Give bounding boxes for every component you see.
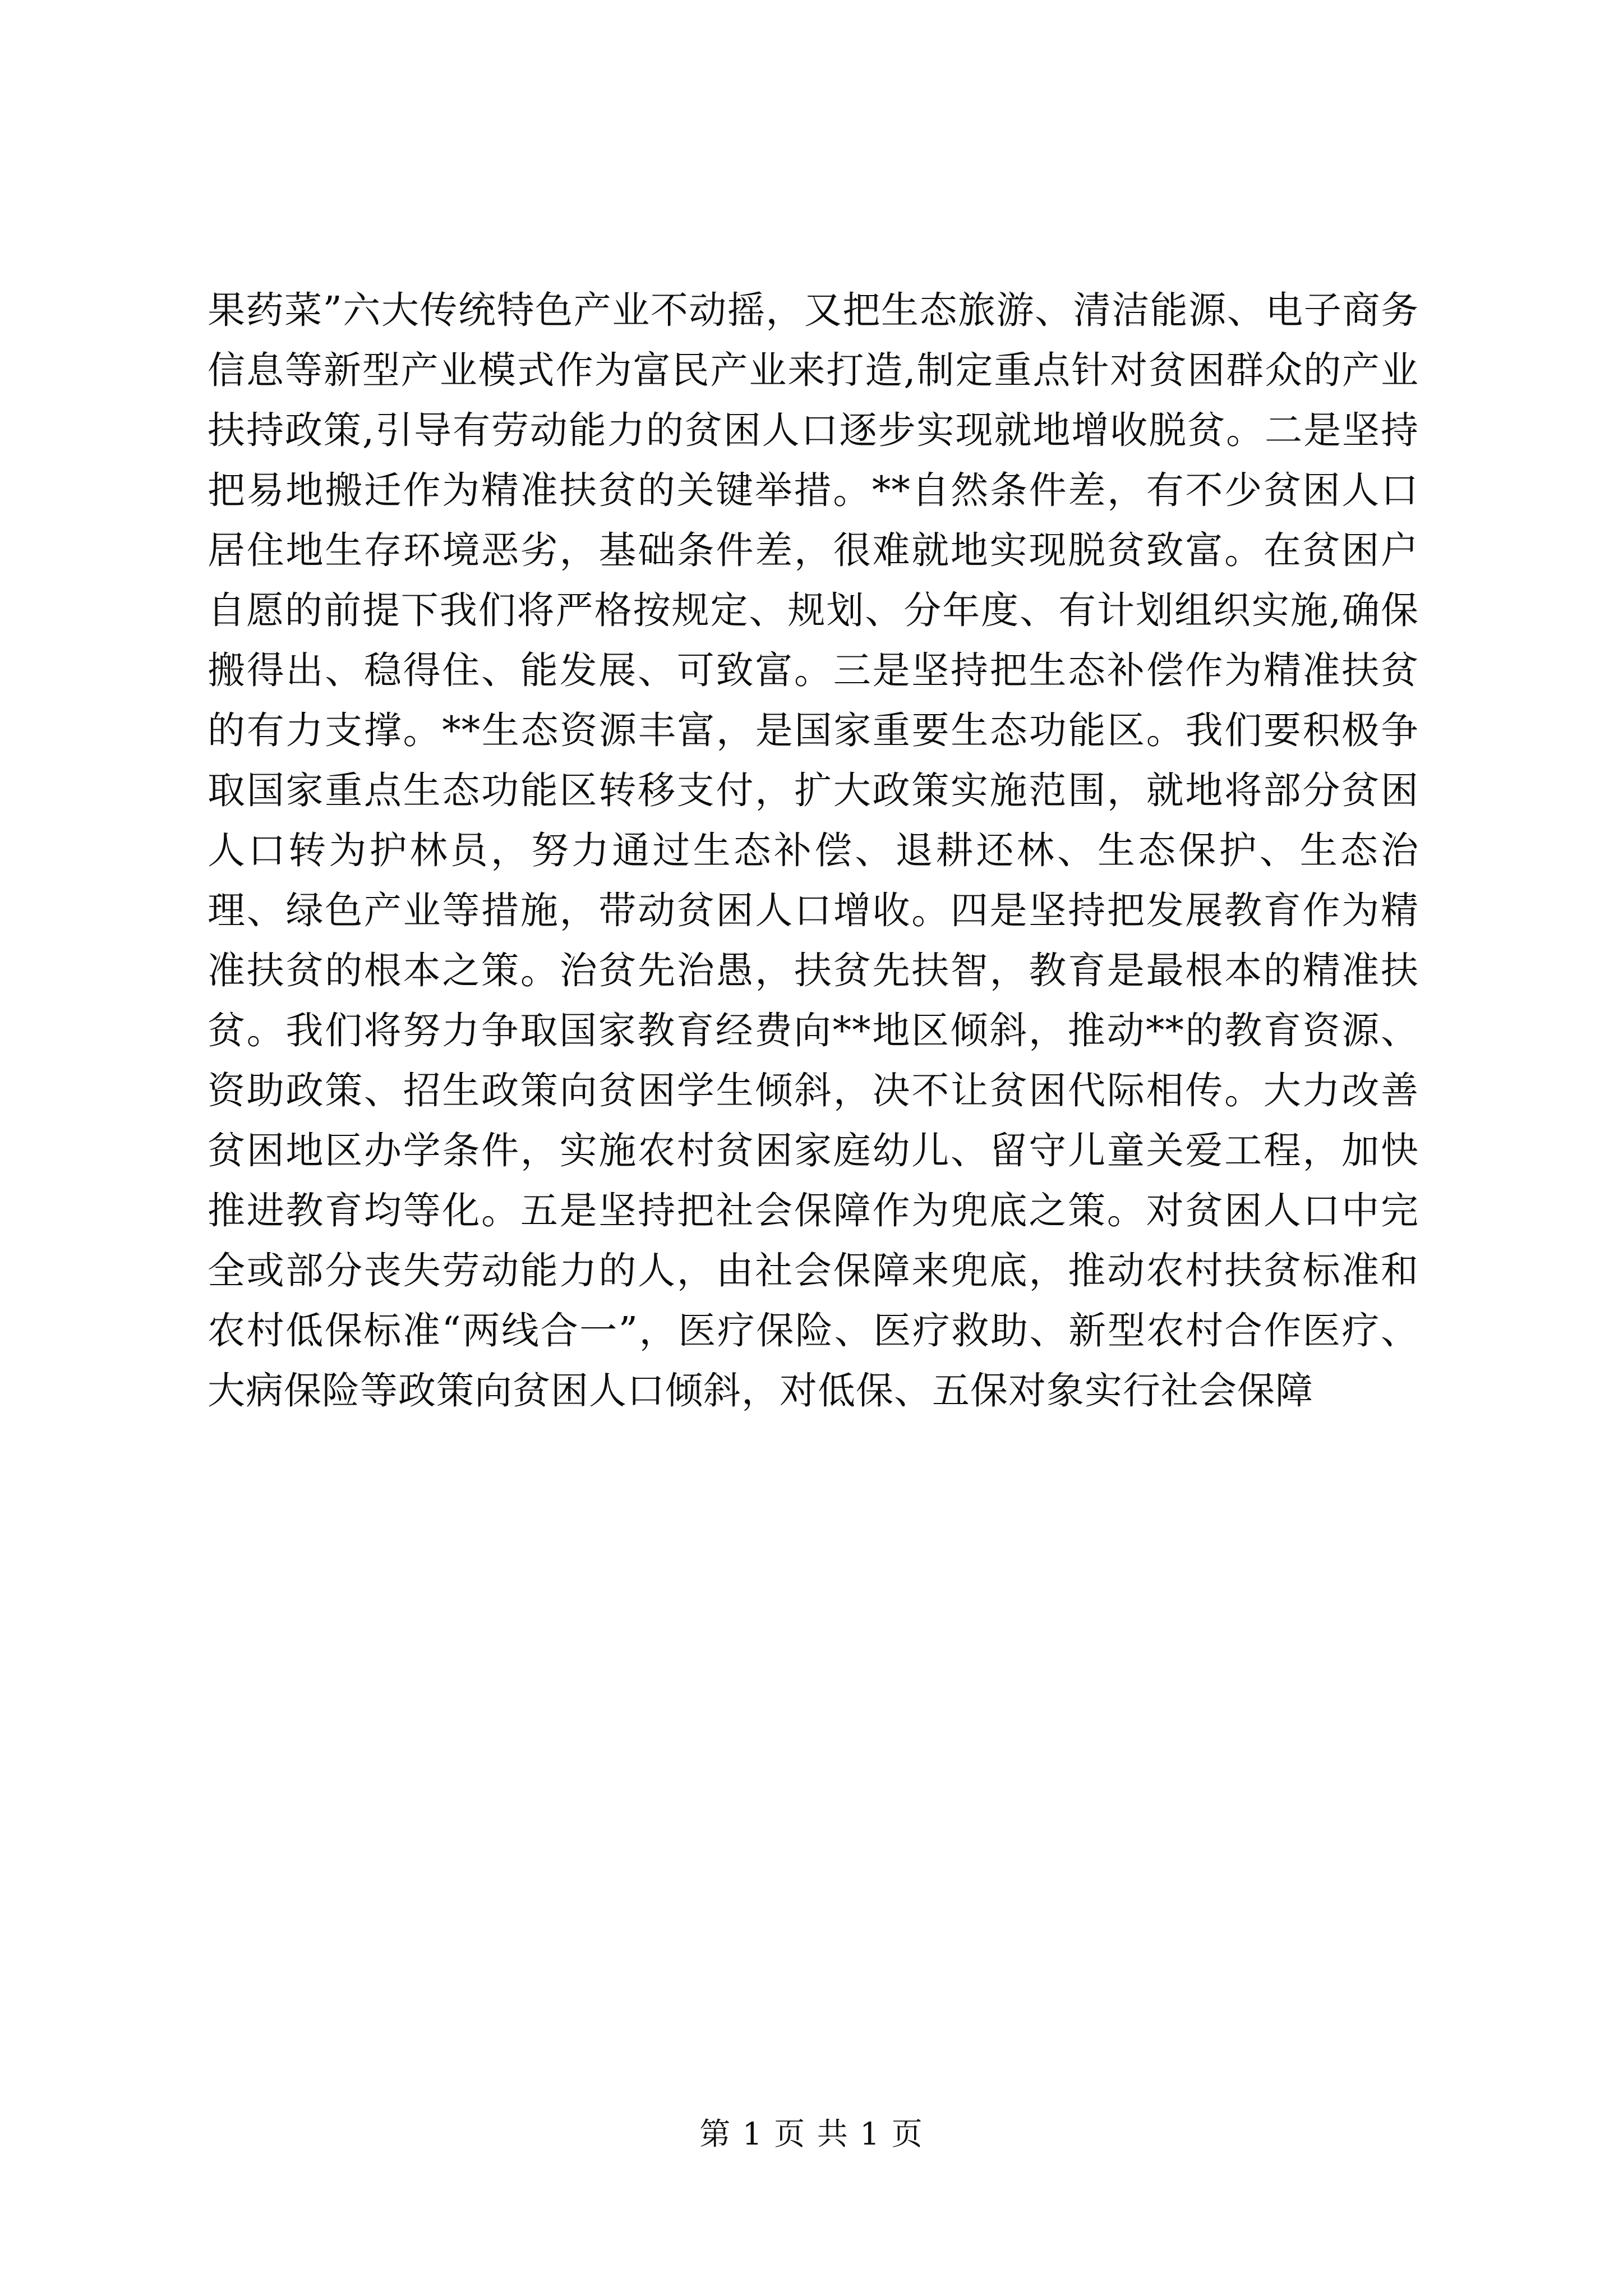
page-footer <box>0 2109 1623 2154</box>
body-paragraph: 果药菜”六大传统特色产业不动摇，又把生态旅游、清洁能源、电子商务信息等新型产业模式作为富民产业来打造,制定重点针对贫困群众的产业扶持政策,引导有劳动能力的贫困人口逐步实现就地增收脱贫。二是坚持把易地搬迁作为精准扶贫的关键举措。**自然条件差，有不少贫困人口居住地生存环境恶劣，基础条件差，很难就地实现脱贫致富。在贫困户自愿的前提下我们将严格按规定、规划、分年度、有计划组织实施,确保搬得出、稳得住、能发展、可致富。三是坚持把生态补偿作为精准扶贫的有力支撑。**生态资源丰富，是国家重要生态功能区。我们要积极争取国家重点生态功能区转移支付，扩大政策实施范围，就地将部分贫困人口转为护林员，努力通过生态补偿、退耕还林、生态保护、生态治理、绿色产业等措施，带动贫困人口增收。四是坚持把发展教育作为精准扶贫的根本之策。治贫先治愚，扶贫先扶智，教育是最根本的精准扶贫。我们将努力争取国家教育经费向**地区倾斜，推动**的教育资源、资助政策、招生政策向贫困学生倾斜，决不让贫困代际相传。大力改善贫困地区办学条件，实施农村贫困家庭幼儿、留守儿童关爱工程，加快推进教育均等化。五是坚持把社会保障作为兜底之策。对贫困人口中完全或部分丧失劳动能力的人，由社会保障来兜底，推动农村扶贫标准和农村低保标准“两线合一”，医疗保险、医疗救助、新型农村合作医疗、大病保险等政策向贫困人口倾斜，对低保、五保对象实行社会保障 <box>208 288 1419 1412</box>
document-body <box>208 280 1419 1421</box>
page-number: 第 1 页 共 1 页 <box>699 2116 924 2152</box>
